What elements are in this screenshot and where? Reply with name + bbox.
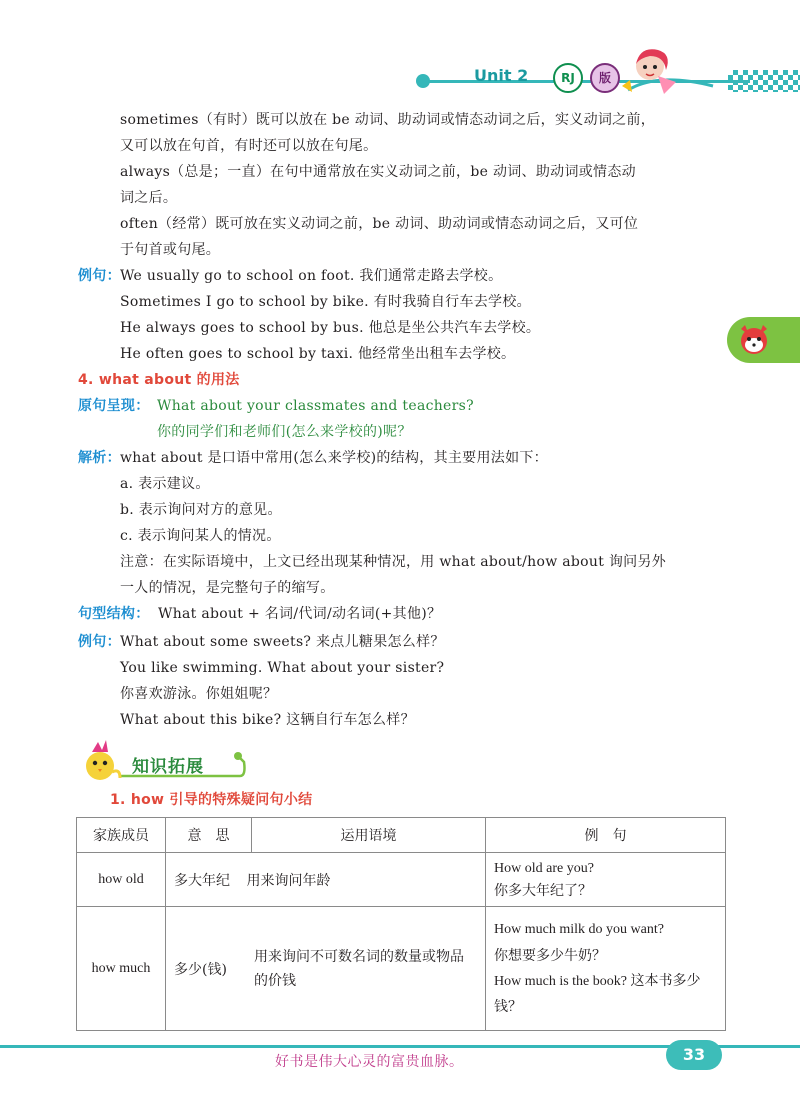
example-line: What about this bike? 这辆自行车怎么样？ [120, 712, 415, 728]
unit-label: Unit 2 [474, 66, 529, 85]
cell-examples [486, 907, 726, 1031]
example-en: How old are you? [494, 860, 594, 876]
cell-meaning-context [166, 853, 486, 907]
example-zh: 你多大年纪了？ [494, 882, 592, 899]
checker-pattern [728, 70, 800, 92]
analysis-label: 解析： [78, 450, 121, 466]
footer-motto: 好书是伟大心灵的富贵血脉。 [275, 1054, 464, 1070]
text-sometimes-1: sometimes（有时）既可以放在 be 动词、助动词或情态动词之后，实义动词之前， [120, 112, 656, 128]
text-always-1: always（总是；一直）在句中通常放在实义动词之前，be 动词、助动词或情态动 [120, 164, 636, 180]
how-questions-table [76, 817, 725, 1031]
cell-meaning-context [166, 907, 486, 1031]
edition-badge-rj: RJ [553, 63, 583, 93]
knowledge-expand-title: 知识拓展 [132, 757, 204, 777]
example-line: He often goes to school by taxi. 他经常坐出租车去学校。 [120, 346, 516, 362]
fox-mascot-icon [737, 323, 771, 357]
original-sentence-label: 原句呈现： [78, 398, 150, 414]
text-always-2: 词之后。 [120, 190, 178, 206]
example-line: What about some sweets? 来点儿糖果怎么样？ [120, 634, 445, 650]
example-mixed: How much is the book? 这本书多少钱？ [494, 973, 701, 1015]
example-line: You like swimming. What about your sister? [120, 660, 445, 676]
examples-label-2: 例句： [78, 634, 121, 650]
example-line: We usually go to school on foot. 我们通常走路去学校。 [120, 268, 503, 284]
column-header-meaning: 意 思 [166, 818, 252, 853]
original-sentence-en: What about your classmates and teachers? [157, 398, 474, 414]
edition-badge-ban: 版 [590, 63, 620, 93]
cell-examples [486, 853, 726, 907]
section-title: 4. what about 的用法 [78, 372, 240, 388]
page-number: 33 [666, 1040, 722, 1070]
note-line-1: 注意：在实际语境中，上文已经出现某种情况，用 what about/how about 询问另外 [120, 554, 667, 570]
example-zh: 你想要多少牛奶？ [494, 947, 606, 964]
cell-meaning: 多少(钱) [174, 961, 227, 978]
table-row [77, 907, 726, 1031]
usage-item: a. 表示建议。 [120, 476, 210, 492]
example-line: 你喜欢游泳。你姐姐呢？ [120, 686, 278, 702]
structure-text: What about + 名词/代词/动名词(+其他)？ [158, 606, 442, 622]
cell-context: 用来询问年龄 [246, 872, 331, 889]
subsection-title: 1. how 引导的特殊疑问句小结 [110, 792, 313, 808]
cell-member: how old [77, 853, 166, 907]
usage-item: b. 表示询问对方的意见。 [120, 502, 282, 518]
example-line: He always goes to school by bus. 他总是坐公共汽车去学校。 [120, 320, 541, 336]
original-sentence-zh: 你的同学们和老师们(怎么来学校的)呢？ [157, 424, 412, 440]
page-header [0, 0, 800, 110]
usage-item: c. 表示询问某人的情况。 [120, 528, 281, 544]
cartoon-girl-icon [618, 42, 718, 102]
text-often-2: 于句首或句尾。 [120, 242, 221, 258]
side-tab [727, 317, 800, 363]
analysis-text: what about 是口语中常用(怎么来学校)的结构，其主要用法如下： [120, 450, 548, 466]
text-often-1: often（经常）既可放在实义动词之前，be 动词、助动词或情态动词之后，又可位 [120, 216, 639, 232]
example-en: How much milk do you want? [494, 921, 664, 937]
text-sometimes-2: 又可以放在句首，有时还可以放在句尾。 [120, 138, 378, 154]
column-header-member: 家族成员 [77, 818, 166, 853]
cell-meaning: 多大年纪 [174, 872, 230, 889]
example-line: Sometimes I go to school by bike. 有时我骑自行车去学校。 [120, 294, 531, 310]
table-row [77, 853, 726, 907]
cell-context: 用来询问不可数名词的数量或物品的价钱 [254, 948, 464, 989]
column-header-example: 例 句 [486, 818, 726, 853]
column-header-context: 运用语境 [252, 818, 486, 853]
table-header-row [77, 818, 726, 853]
note-line-2: 一人的情况，是完整句子的缩写。 [120, 580, 335, 596]
cell-member: how much [77, 907, 166, 1031]
structure-label: 句型结构： [78, 606, 150, 622]
examples-label: 例句： [78, 268, 121, 284]
